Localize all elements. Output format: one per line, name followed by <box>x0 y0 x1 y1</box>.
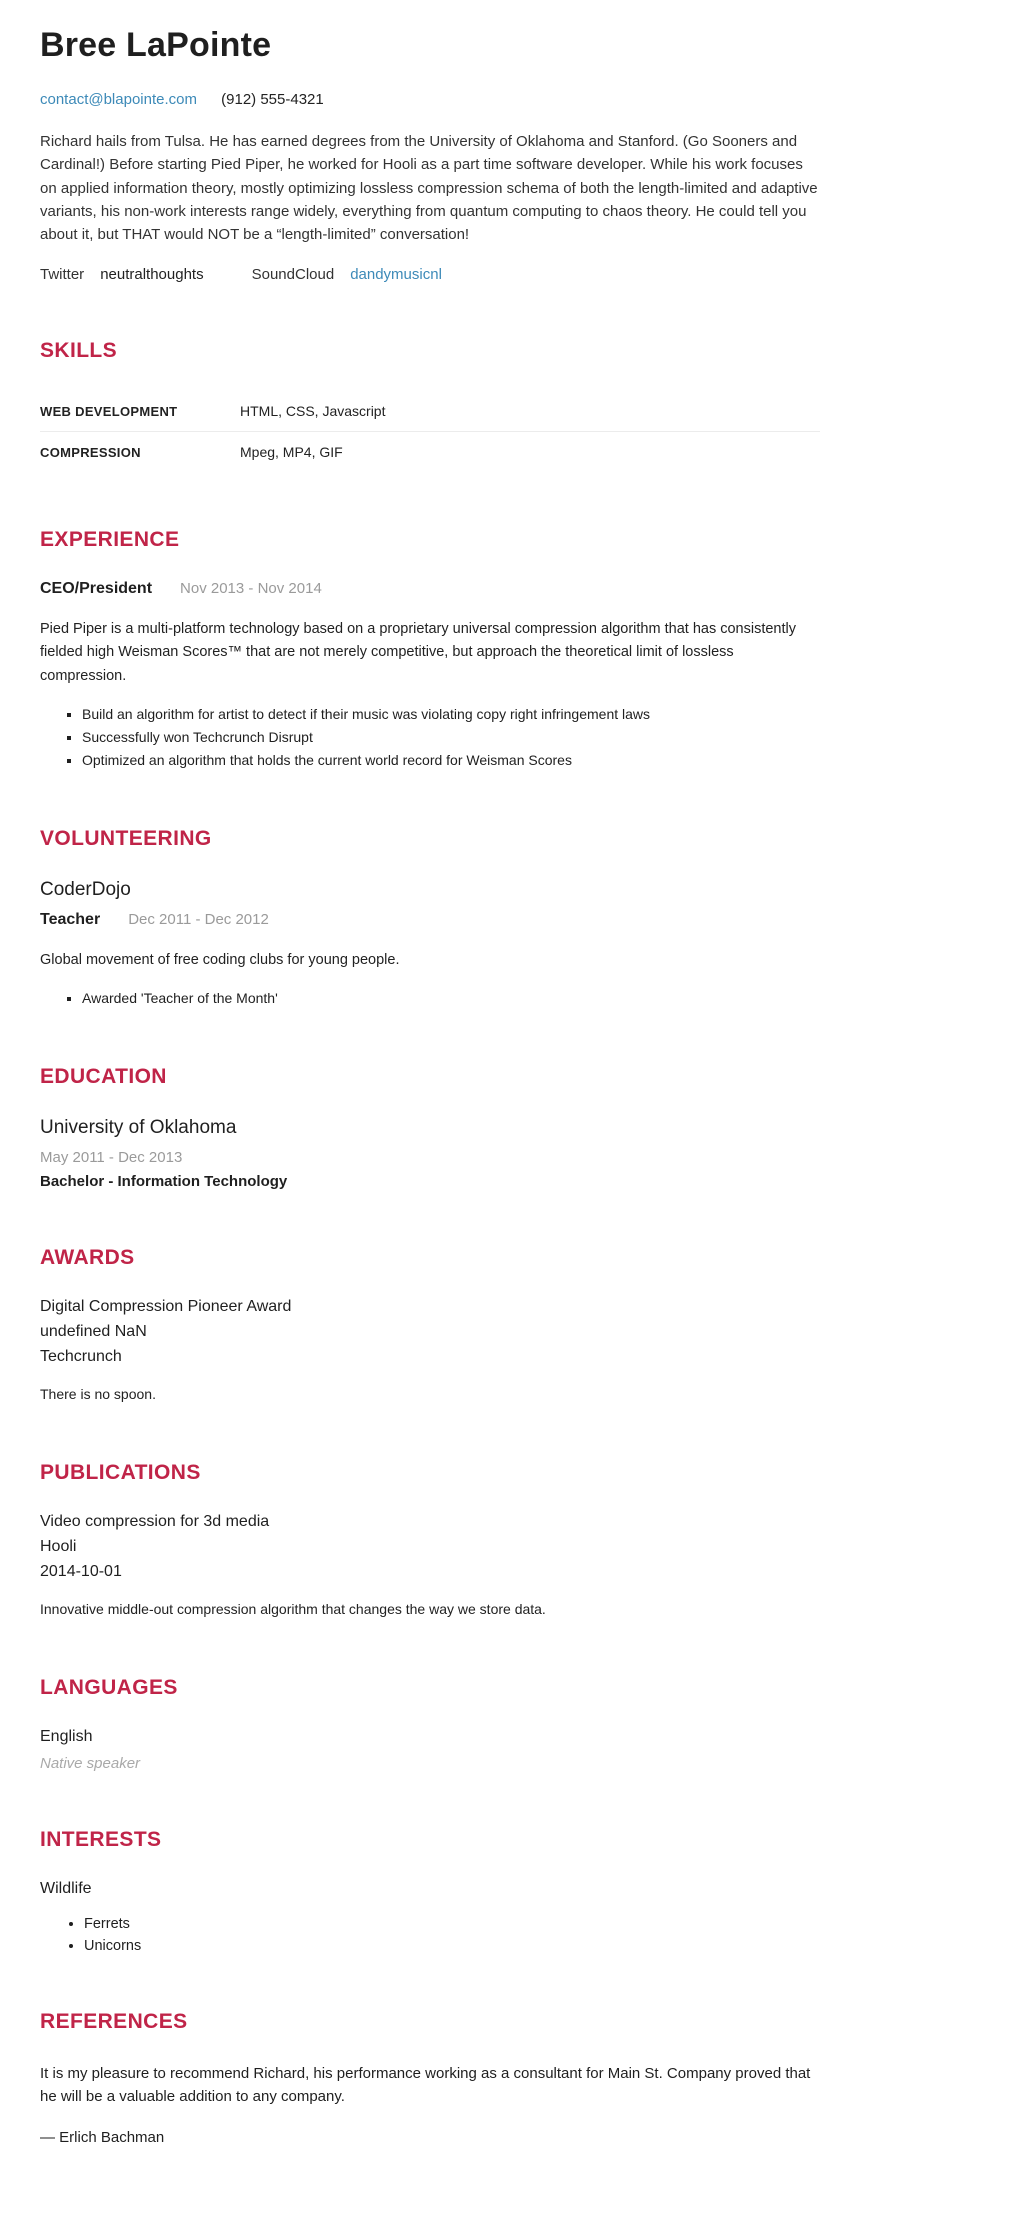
interest-entry <box>40 1880 820 1954</box>
volunteer-highlight: ▪ Awarded 'Teacher of the Month' <box>82 988 820 1009</box>
publications-heading: PUBLICATIONS <box>40 1461 201 1484</box>
reference-name: — Erlich Bachman <box>40 2128 165 2146</box>
job-dates: Nov 2013 - Nov 2014 <box>180 580 322 598</box>
interest-keyword: • Ferrets <box>84 1916 820 1932</box>
volunteer-summary: Global movement of free coding clubs for young people. <box>40 951 400 968</box>
education-institution: University of Oklahoma <box>40 1117 237 1138</box>
reference-text: It is my pleasure to recommend Richard, his performance working as a consultant for Main St. Company proved that he will be a valuable addition to any company. <box>40 2065 811 2106</box>
experience-heading: EXPERIENCE <box>40 528 180 552</box>
section-languages <box>40 1676 820 1772</box>
email-link[interactable]: contact@blapointe.com <box>40 91 197 108</box>
job-highlights-list <box>40 704 820 771</box>
volunteering-entry <box>40 879 820 1009</box>
education-dates: May 2011 - Dec 2013 <box>40 1149 183 1166</box>
volunteer-position: Teacher <box>40 910 101 928</box>
experience-entry <box>40 580 820 771</box>
job-highlight: ▪ Optimized an algorithm that holds the current world record for Weisman Scores <box>82 750 820 771</box>
social-profiles-row <box>40 266 820 283</box>
education-heading: EDUCATION <box>40 1065 167 1088</box>
volunteer-organization: CoderDojo <box>40 878 131 900</box>
publication-entry <box>40 1513 820 1620</box>
interest-keywords-list <box>40 1916 820 1954</box>
twitter-username: neutralthoughts <box>100 266 204 284</box>
skill-label: COMPRESSION <box>40 445 141 461</box>
education-degree: Bachelor - Information Technology <box>40 1173 288 1190</box>
skill-label: WEB DEVELOPMENT <box>40 404 178 420</box>
volunteer-dates: Dec 2011 - Dec 2012 <box>128 910 269 928</box>
soundcloud-username-link[interactable]: dandymusicnl <box>350 266 442 284</box>
section-volunteering <box>40 827 820 1009</box>
award-date: undefined NaN <box>40 1323 147 1340</box>
job-highlight: ▪ Successfully won Techcrunch Disrupt <box>82 727 820 748</box>
award-summary: There is no spoon. <box>40 1386 156 1402</box>
skill-row-web-development <box>40 391 820 432</box>
section-skills <box>40 339 820 472</box>
volunteer-highlights-list <box>40 988 820 1009</box>
section-awards <box>40 1246 820 1405</box>
skill-keywords: Mpeg, MP4, GIF <box>240 444 343 461</box>
skill-keywords: HTML, CSS, Javascript <box>240 403 386 420</box>
language-entry <box>40 1728 820 1772</box>
publication-name: Video compression for 3d media <box>40 1513 270 1530</box>
job-summary: Pied Piper is a multi-platform technology based on a proprietary universal compression algorithm that has consistently fielded high Weisman Scores™ that are not merely competitive, but approach the theoretical limit of lossless compression. <box>40 621 796 684</box>
skills-heading: SKILLS <box>40 339 118 363</box>
interest-name: Wildlife <box>40 1880 92 1897</box>
interest-keyword: • Unicorns <box>84 1938 820 1954</box>
section-experience <box>40 528 820 771</box>
languages-heading: LANGUAGES <box>40 1676 178 1699</box>
reference-entry <box>40 2062 820 2146</box>
section-interests <box>40 1828 820 1954</box>
twitter-network-label: Twitter <box>40 266 85 284</box>
section-education <box>40 1065 820 1190</box>
references-heading: REFERENCES <box>40 2010 188 2033</box>
award-entry <box>40 1298 820 1405</box>
soundcloud-network-label: SoundCloud <box>251 266 335 284</box>
language-name: English <box>40 1728 93 1745</box>
volunteering-entry-header <box>40 911 820 929</box>
job-highlight: ▪ Build an algorithm for artist to detect if their music was violating copy right infringement laws <box>82 704 820 725</box>
job-position: CEO/President <box>40 580 153 598</box>
education-entry <box>40 1117 820 1190</box>
resume-header <box>40 26 820 283</box>
volunteering-heading: VOLUNTEERING <box>40 826 212 850</box>
publication-summary: Innovative middle-out compression algorithm that changes the way we store data. <box>40 1601 546 1617</box>
profile-soundcloud <box>252 266 442 283</box>
skill-row-compression <box>40 432 820 472</box>
language-fluency: Native speaker <box>40 1755 141 1772</box>
interests-heading: INTERESTS <box>40 1828 162 1851</box>
profile-summary: Richard hails from Tulsa. He has earned degrees from the University of Oklahoma and Stanford. (Go Sooners and Cardinal!) Before starting Pied Piper, he worked for Hooli as a part time software developer. While his work focuses on applied information theory, mostly optimizing lossless compression schema of both the length-limited and adaptive variants, his non-work interests range widely, everything from quantum computing to chaos theory. He could tell you about it, but THAT would NOT be a “length-limited” conversation! <box>40 133 818 243</box>
award-awarder: Techcrunch <box>40 1348 122 1365</box>
profile-twitter <box>40 266 204 283</box>
section-publications <box>40 1461 820 1620</box>
publication-date: 2014-10-01 <box>40 1563 122 1580</box>
section-references <box>40 2010 820 2146</box>
person-name: Bree LaPointe <box>40 26 272 64</box>
awards-heading: AWARDS <box>40 1246 135 1269</box>
award-title: Digital Compression Pioneer Award <box>40 1298 292 1315</box>
experience-entry-header <box>40 580 820 598</box>
contact-line <box>40 91 820 108</box>
phone-number: (912) 555-4321 <box>221 91 324 108</box>
publication-publisher: Hooli <box>40 1538 77 1555</box>
